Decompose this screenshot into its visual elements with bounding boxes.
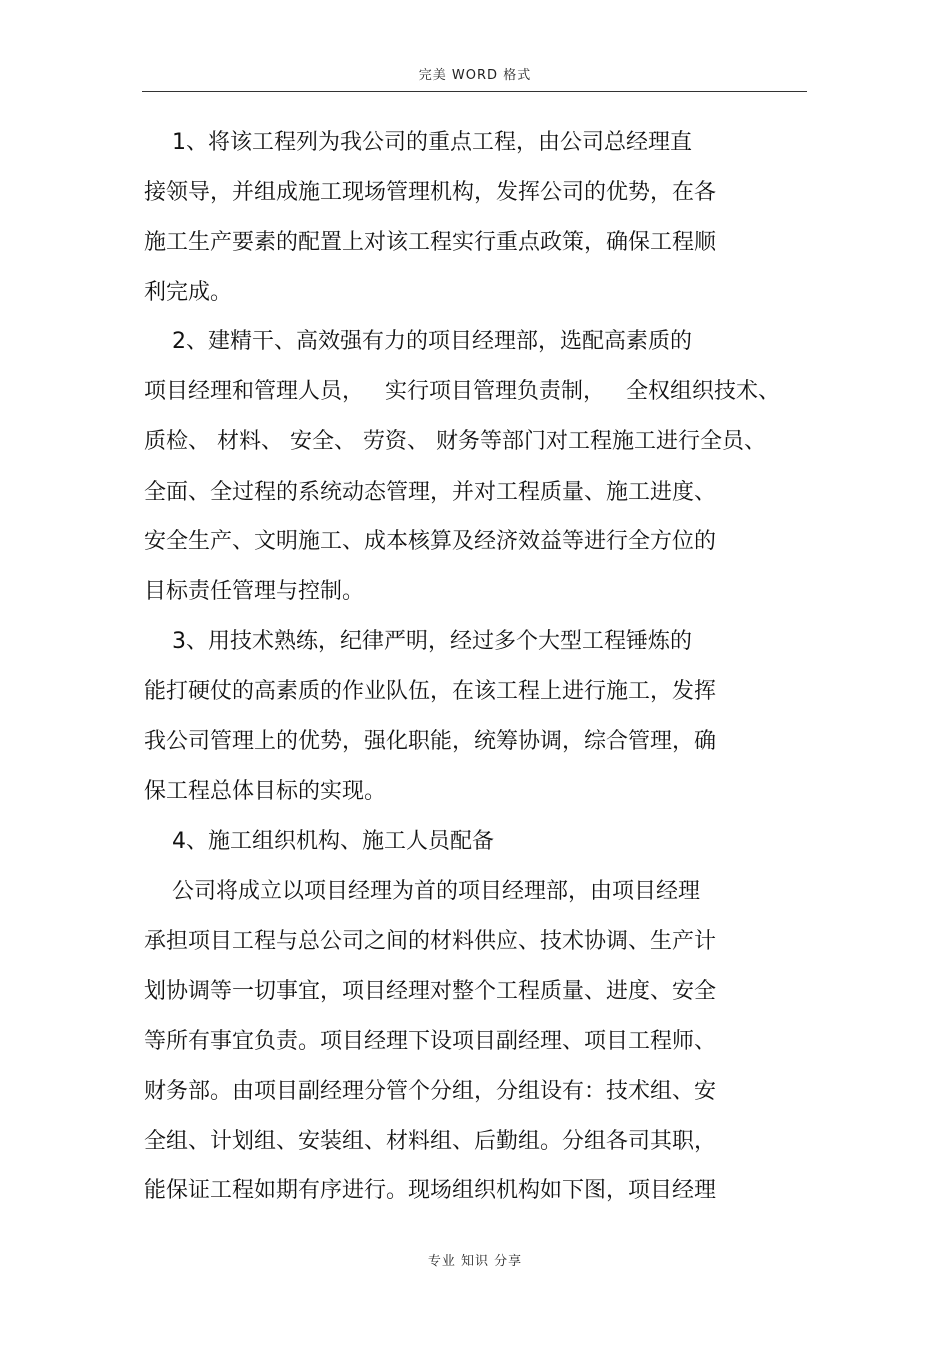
body-line-1: 1、将该工程列为我公司的重点工程，由公司总经理直: [144, 130, 692, 155]
body-line-14: 保工程总体目标的实现。: [144, 779, 387, 804]
body-line-19: 等所有事宜负责。项目经理下设项目副经理、项目工程师、: [144, 1029, 717, 1054]
body-line-11: 3、用技术熟练，纪律严明，经过多个大型工程锤炼的: [144, 629, 692, 654]
page-footer: 专业 知识 分享: [427, 1254, 523, 1269]
body-line-13: 我公司管理上的优势，强化职能，统筹协调，综合管理，确: [144, 729, 717, 754]
body-line-7: 质检、 材料、 安全、 劳资、 财务等部门对工程施工进行全员、: [144, 429, 766, 454]
body-line-10: 目标责任管理与控制。: [144, 579, 365, 604]
body-line-20: 财务部。由项目副经理分管个分组，分组设有：技术组、安: [144, 1079, 717, 1104]
body-line-9: 安全生产、文明施工、成本核算及经济效益等进行全方位的: [144, 529, 717, 554]
body-line-4: 利完成。: [144, 280, 233, 305]
body-line-17: 承担项目工程与总公司之间的材料供应、技术协调、生产计: [144, 929, 717, 954]
body-line-21: 全组、计划组、安装组、材料组、后勤组。分组各司其职，: [144, 1129, 717, 1154]
body-line-16: 公司将成立以项目经理为首的项目经理部，由项目经理: [144, 879, 700, 904]
body-line-2: 接领导，并组成施工现场管理机构，发挥公司的优势，在各: [144, 180, 717, 205]
page-header: 完美 WORD 格式: [418, 68, 532, 83]
body-line-12: 能打硬仗的高素质的作业队伍，在该工程上进行施工，发挥: [144, 679, 717, 704]
body-line-15: 4、施工组织机构、施工人员配备: [144, 829, 494, 854]
header-divider: [142, 91, 807, 92]
body-line-8: 全面、全过程的系统动态管理，并对工程质量、施工进度、: [144, 480, 717, 505]
body-line-22: 能保证工程如期有序进行。现场组织机构如下图，项目经理: [144, 1178, 717, 1203]
body-line-18: 划协调等一切事宜，项目经理对整个工程质量、进度、安全: [144, 979, 717, 1004]
body-line-5: 2、建精干、高效强有力的项目经理部，选配高素质的: [144, 329, 692, 354]
body-line-6: 项目经理和管理人员， 实行项目管理负责制， 全权组织技术、: [144, 379, 780, 404]
body-line-3: 施工生产要素的配置上对该工程实行重点政策，确保工程顺: [144, 230, 717, 255]
